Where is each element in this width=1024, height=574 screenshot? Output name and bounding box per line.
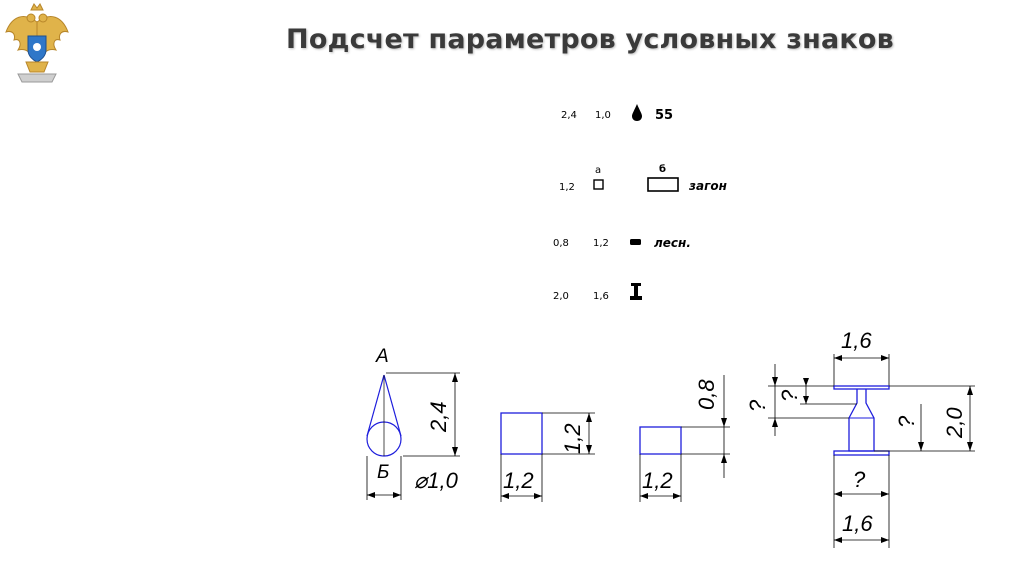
col-b-header: б (659, 164, 666, 175)
square-height-label: 1,2 (560, 423, 585, 454)
small-filled-rectangle-symbol (630, 239, 641, 245)
monument-height-label: 2,0 (942, 407, 967, 438)
small-square-symbol (594, 180, 603, 189)
monument-q3-label: ? (894, 415, 919, 428)
drop-icon (632, 104, 642, 121)
row3-v2: 1,2 (593, 238, 609, 249)
t-monument-icon (630, 283, 642, 300)
monument-top-width-label: 1,6 (841, 328, 872, 353)
monument-q4-label: ? (853, 467, 866, 492)
square-width-label: 1,2 (503, 468, 534, 493)
monument-drawing (745, 328, 975, 548)
drop-label-b: Б (377, 462, 390, 483)
drop-label-a: А (376, 346, 389, 367)
row1-label: 55 (655, 108, 674, 123)
square-drawing (501, 413, 595, 502)
row4-v2: 1,6 (593, 291, 609, 302)
rectangle-symbol (648, 178, 678, 191)
row4-v1: 2,0 (553, 291, 569, 302)
reference-table (553, 104, 727, 302)
page-title: Подсчет параметров условных знаков (286, 24, 894, 55)
drop-diameter-label: ⌀1,0 (414, 468, 458, 493)
col-a-header: а (595, 165, 602, 176)
monument-q1-label: ? (745, 399, 770, 412)
drop-drawing (367, 346, 460, 500)
monument-q2-label: ? (777, 389, 802, 402)
row3-label: лесн. (654, 236, 691, 250)
drop-height-label: 2,4 (426, 401, 451, 432)
rectangle-width-label: 1,2 (642, 468, 673, 493)
monument-bottom-width-label: 1,6 (842, 511, 873, 536)
rectangle-drawing (640, 375, 730, 502)
row3-v1: 0,8 (553, 238, 569, 249)
row1-v2: 1,0 (595, 110, 611, 121)
row1-v1: 2,4 (561, 110, 577, 121)
rectangle-height-label: 0,8 (694, 379, 719, 410)
row2-label: загон (689, 179, 727, 193)
row2-v1: 1,2 (559, 182, 575, 193)
